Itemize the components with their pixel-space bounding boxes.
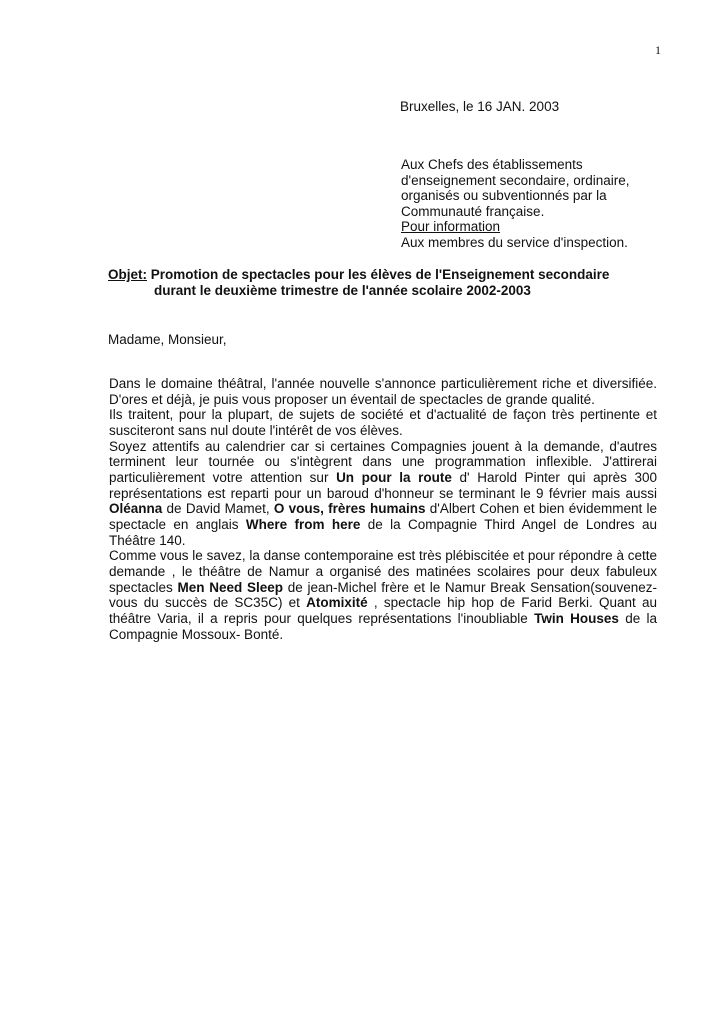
text-run: de David Mamet,	[162, 501, 274, 517]
show-title: Un pour la route	[336, 469, 452, 485]
subject-label: Objet:	[108, 267, 147, 282]
text-run: Soyez attentifs au calendrier car si certaines Compagnies jouent à la demande, d'autres terminent leur tournée ou s'intègrent dans une programmation inflexible. J'attirerai particulièrement votre attention sur	[109, 438, 657, 485]
show-title: O vous, frères humains	[273, 501, 426, 517]
text-run: , spectacle hip hop de Farid Berki. Quant au théâtre Varia, il a repris pour quelques représentations l'inoubliable	[109, 595, 657, 626]
text-run: de la Compagnie Mossoux- Bonté.	[109, 610, 657, 642]
paragraph-3	[109, 439, 657, 549]
paragraph-2: Ils traitent, pour la plupart, de sujets de société et d'actualité de façon très pertinente et susciteront sans nul doute l'intérêt de vos élèves.	[109, 407, 657, 438]
text-run: d' Harold Pinter qui après 300 représentations est reparti pour un baroud d'honneur se terminant le 9 février mais aussi	[109, 469, 658, 501]
info-line: Aux membres du service d'inspection.	[401, 234, 628, 250]
letter-body	[109, 376, 657, 642]
show-title: Men Need Sleep	[177, 579, 283, 595]
info-label: Pour information	[401, 219, 501, 235]
addressee-line: organisés ou subventionnés par la	[401, 188, 607, 204]
text-run: Comme vous le savez, la danse contemporaine est très plébiscitée et pour répondre à cette demande , le théâtre de Namur a organisé des matinées scolaires pour deux fabuleux spectacles	[109, 548, 657, 595]
show-title: Twin Houses	[534, 610, 619, 626]
subject-line-2: durant le deuxième trimestre de l'année scolaire 2002-2003	[154, 283, 531, 298]
show-title: Oléanna	[109, 501, 163, 517]
paragraph-1: Dans le domaine théâtral, l'année nouvelle s'annonce particulièrement riche et diversifiée. D'ores et déjà, je puis vous proposer un éventail de spectacles de grande qualité.	[109, 376, 657, 407]
subject-text: Promotion de spectacles pour les élèves de l'Enseignement secondaire	[147, 267, 610, 282]
subject-line-1	[108, 267, 609, 283]
text-run: de jean-Michel frère et le Namur Break Sensation(souvenez-vous du succès de SC35C) et	[109, 579, 657, 611]
addressee-line: Aux Chefs des établissements	[401, 157, 583, 172]
addressee-line: Communauté française.	[401, 203, 545, 219]
paragraph-4	[109, 548, 657, 642]
page-number: 1	[655, 43, 661, 57]
show-title: Where from here	[245, 516, 361, 532]
addressee-line: d'enseignement secondaire, ordinaire,	[401, 172, 630, 188]
show-title: Atomixité	[306, 595, 368, 611]
date-line: Bruxelles, le 16 JAN. 2003	[400, 99, 560, 114]
salutation: Madame, Monsieur,	[108, 332, 227, 347]
addressee-block	[401, 157, 629, 251]
subject-block	[108, 267, 609, 299]
text-run: d'Albert Cohen et bien évidemment le spectacle en anglais	[109, 501, 657, 532]
text-run: de la Compagnie Third Angel de Londres au Théâtre 140.	[109, 516, 657, 548]
